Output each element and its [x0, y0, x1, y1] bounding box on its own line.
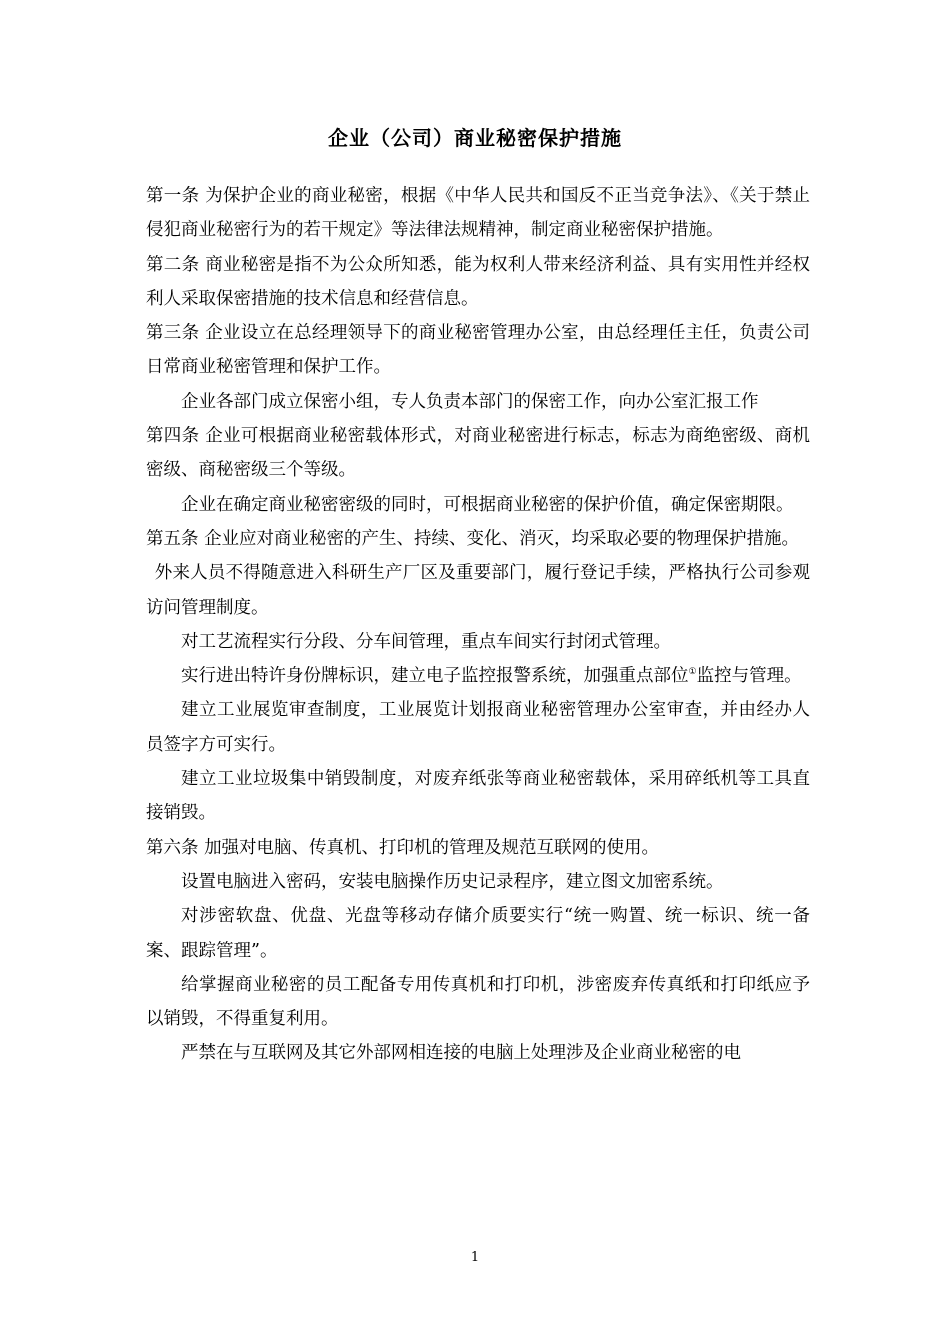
article-6-paragraph-storage: 对涉密软盘、优盘、光盘等移动存储介质要实行“统一购置、统一标识、统一备案、跟踪管理”。 — [146, 906, 810, 961]
document-body — [146, 179, 810, 1071]
article-4-paragraph: 企业在确定商业秘密密级的同时，可根据商业秘密的保护价值，确定保密期限。 — [181, 494, 794, 515]
article-5-paragraph-visitors: 外来人员不得随意进入科研生产厂区及重要部门，履行登记手续，严格执行公司参观访问管理制度。 — [146, 563, 810, 618]
article-3: 第三条 企业设立在总经理领导下的商业秘密管理办公室，由总经理任主任，负责公司日常商业秘密管理和保护工作。 — [146, 323, 810, 378]
article-2: 第二条 商业秘密是指不为公众所知悉，能为权利人带来经济利益、具有实用性并经权利人采取保密措施的技术信息和经营信息。 — [146, 254, 810, 309]
article-5-paragraph-waste: 建立工业垃圾集中销毁制度，对废弃纸张等商业秘密载体，采用碎纸机等工具直接销毁。 — [146, 769, 810, 824]
page-number: 1 — [470, 1250, 480, 1265]
article-5: 第五条 企业应对商业秘密的产生、持续、变化、消灭，均采取必要的物理保护措施。 — [146, 528, 800, 549]
monitoring-text-part-1: 实行进出特许身份牌标识，建立电子监控报警系统，加强重点部位 — [181, 666, 689, 687]
article-6: 第六条 加强对电脑、传真机、打印机的管理及规范互联网的使用。 — [146, 837, 660, 858]
article-6-paragraph-password: 设置电脑进入密码，安装电脑操作历史记录程序，建立图文加密系统。 — [181, 871, 724, 892]
article-3-paragraph: 企业各部门成立保密小组，专人负责本部门的保密工作，向办公室汇报工作 — [181, 391, 759, 412]
article-1: 第一条 为保护企业的商业秘密，根据《中华人民共和国反不正当竞争法》、《关于禁止侵犯商业秘密行为的若干规定》等法律法规精神，制定商业秘密保护措施。 — [146, 186, 810, 241]
article-4: 第四条 企业可根据商业秘密载体形式，对商业秘密进行标志，标志为商绝密级、商机密级、商秘密级三个等级。 — [146, 426, 810, 481]
document-title: 企业（公司）商业秘密保护措施 — [328, 126, 622, 150]
article-5-paragraph-exhibition: 建立工业展览审查制度，工业展览计划报商业秘密管理办公室审查，并由经办人员签字方可实行。 — [146, 700, 810, 755]
monitoring-text-part-2: 监控与管理。 — [696, 666, 802, 687]
article-6-paragraph-fax: 给掌握商业秘密的员工配备专用传真机和打印机，涉密废弃传真纸和打印纸应予以销毁，不得重复利用。 — [146, 974, 810, 1030]
article-5-paragraph-workshops: 对工艺流程实行分段、分车间管理，重点车间实行封闭式管理。 — [181, 631, 671, 652]
article-5-paragraph-monitoring — [146, 659, 810, 693]
article-6-paragraph-internet: 严禁在与互联网及其它外部网相连接的电脑上处理涉及企业商业秘密的电 — [181, 1043, 741, 1064]
footnote-marker: ① — [688, 667, 697, 678]
